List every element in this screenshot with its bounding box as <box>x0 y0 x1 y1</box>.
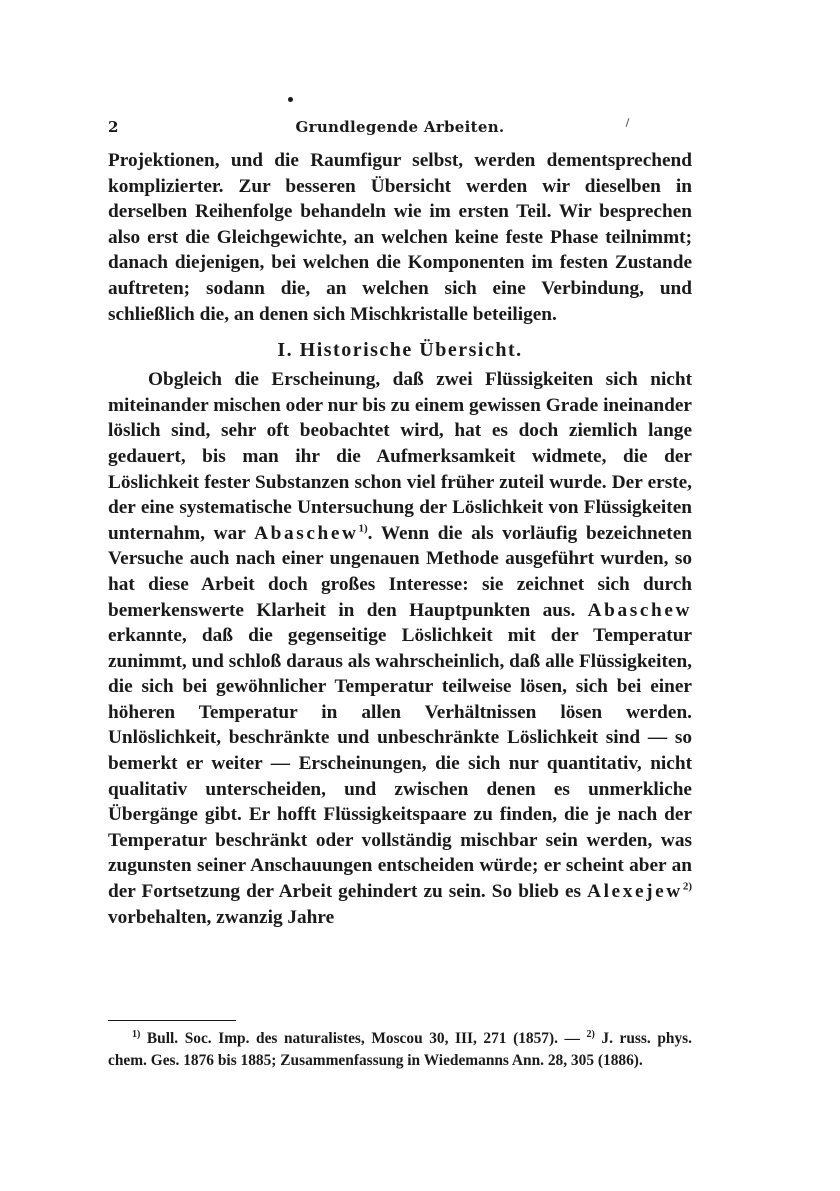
history-text-part-1: Obgleich die Erscheinung, daß zwei Flüssigkeiten sich nicht miteinander mischen oder nur bis zu einem gewissen Grade ineinander löslich sind, sehr oft beobachtet wird, hat es doch ziemlich lange gedauert, bis man ihr die Aufmerksamkeit widmete, die der Löslichkeit fester Substanzen schon viel früher zuteil wurde. Der erste, der eine systematische Untersuchung der Löslichkeit von Flüssigkeiten unternahm, war <box>108 369 692 544</box>
footnote-1: Bull. Soc. Imp. des naturalistes, Moscou 30, III, 271 (1857). — <box>146 1030 580 1047</box>
footnote-ref-1: 1) <box>358 522 368 535</box>
body-text <box>108 148 692 930</box>
history-text-part-4: vorbehalten, zwanzig Jahre <box>108 906 335 928</box>
print-mark-dot <box>288 97 293 102</box>
footnote-mark-2: 2) <box>586 1028 595 1040</box>
footnote-ref-2: 2) <box>682 880 692 893</box>
page-number: 2 <box>108 118 119 136</box>
footnote-2: J. russ. phys. chem. Ges. 1876 bis 1885; Zusammenfassung in Wiedemanns Ann. 28, 305 (1886). <box>108 1030 692 1070</box>
footnote-rule <box>108 1020 236 1021</box>
running-head <box>108 118 692 138</box>
author-name-abaschew: Abaschew <box>254 522 359 544</box>
author-name-alexejew: Alexejew <box>587 881 683 903</box>
footnote-mark-1: 1) <box>132 1028 141 1040</box>
intro-paragraph: Projektionen, und die Raumfigur selbst, werden dementsprechend komplizierter. Zur besseren Übersicht werden wir dieselben in derselben Reihenfolge behandeln wie im ersten Teil. Wir besprechen also erst die Gleichgewichte, an welchen keine feste Phase teilnimmt; danach diejenigen, bei welchen die Komponenten im festen Zustande auftreten; sodann die, an welchen sich eine Verbindung, und schließlich die, an denen sich Mischkristalle beteiligen. <box>108 150 692 325</box>
history-paragraph <box>108 367 692 930</box>
history-text-part-2: . Wenn die als vorläufig bezeichneten Versuche auch nach einer ungenauen Methode ausgeführt wurden, so hat diese Arbeit doch großes Interesse: sie zeichnet sich durch bemerkenswerte Klarheit in den Hauptpunkten aus. <box>108 522 692 621</box>
section-heading: I. Historische Übersicht. <box>277 339 523 362</box>
history-text-part-3: erkannte, daß die gegenseitige Löslichkeit mit der Temperatur zunimmt, und schloß daraus als wahrscheinlich, daß alle Flüssigkeiten, die sich bei gewöhnlicher Temperatur teilweise lösen, sich bei einer höheren Temperatur in allen Verhältnissen lösen werden. Unlöslichkeit, beschränkte und unbeschränkte Löslichkeit sind — so bemerkt er weiter — Erscheinungen, die sich nur quantitativ, nicht qualitativ unterscheiden, und zwischen denen es unmerkliche Übergänge gibt. Er hofft Flüssigkeitspaare zu finden, die je nach der Temperatur beschränkt oder vollständig mischbar sein werden, was zugunsten seiner Anschauungen entscheiden würde; er scheint aber an der Fortsetzung der Arbeit gehindert zu sein. So blieb es <box>108 625 692 903</box>
running-title: Grundlegende Arbeiten. <box>295 118 505 136</box>
footnotes <box>108 1028 692 1073</box>
footnote-block <box>108 1028 692 1073</box>
author-name-abaschew-2: Abaschew <box>587 599 692 621</box>
